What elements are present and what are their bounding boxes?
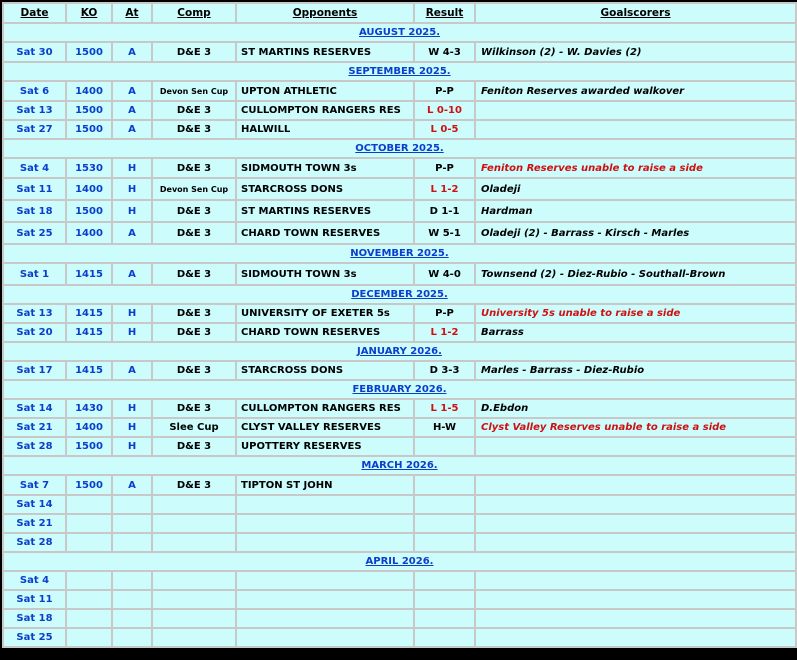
fixture-goalscorers	[476, 534, 795, 551]
fixture-venue: A	[113, 43, 151, 61]
header-opponents: Opponents	[237, 4, 413, 22]
fixture-opponent: UPOTTERY RESERVES	[237, 438, 413, 455]
fixture-date: Sat 4	[4, 159, 65, 177]
fixture-competition: D&E 3	[153, 201, 235, 221]
fixture-result: P-P	[415, 82, 474, 100]
fixture-date: Sat 1	[4, 264, 65, 284]
header-row	[4, 4, 795, 22]
fixture-competition: D&E 3	[153, 223, 235, 243]
fixture-venue: A	[113, 102, 151, 119]
fixture-row	[4, 264, 795, 284]
fixture-row	[4, 43, 795, 61]
fixture-result	[415, 515, 474, 532]
fixture-venue: H	[113, 159, 151, 177]
fixture-date: Sat 14	[4, 496, 65, 513]
fixture-goalscorers: Feniton Reserves awarded walkover	[476, 82, 795, 100]
fixture-venue: H	[113, 419, 151, 436]
fixture-result	[415, 591, 474, 608]
fixture-date: Sat 13	[4, 102, 65, 119]
fixture-ko: 1415	[67, 264, 111, 284]
month-row	[4, 553, 795, 570]
fixture-ko: 1500	[67, 121, 111, 138]
fixture-ko: 1415	[67, 305, 111, 322]
fixture-opponent: HALWILL	[237, 121, 413, 138]
fixture-goalscorers	[476, 121, 795, 138]
fixture-ko: 1415	[67, 324, 111, 341]
fixture-competition: D&E 3	[153, 438, 235, 455]
fixture-opponent: CULLOMPTON RANGERS RES	[237, 400, 413, 417]
fixtures-body	[4, 24, 795, 646]
fixture-goalscorers	[476, 476, 795, 494]
fixture-ko: 1400	[67, 223, 111, 243]
fixture-goalscorers	[476, 438, 795, 455]
fixture-goalscorers	[476, 515, 795, 532]
fixture-venue: A	[113, 82, 151, 100]
fixture-date: Sat 18	[4, 201, 65, 221]
fixture-opponent: UPTON ATHLETIC	[237, 82, 413, 100]
fixture-row	[4, 223, 795, 243]
fixture-date: Sat 6	[4, 82, 65, 100]
month-heading: OCTOBER 2025.	[4, 140, 795, 157]
fixture-opponent	[237, 610, 413, 627]
fixture-result	[415, 534, 474, 551]
fixture-opponent: CHARD TOWN RESERVES	[237, 223, 413, 243]
fixture-opponent: ST MARTINS RESERVES	[237, 43, 413, 61]
month-heading: AUGUST 2025.	[4, 24, 795, 41]
month-row	[4, 343, 795, 360]
fixture-row	[4, 476, 795, 494]
fixture-venue: H	[113, 201, 151, 221]
fixture-competition: Devon Sen Cup	[153, 82, 235, 100]
fixture-row	[4, 591, 795, 608]
month-heading: NOVEMBER 2025.	[4, 245, 795, 262]
fixture-result: W 5-1	[415, 223, 474, 243]
fixture-opponent: SIDMOUTH TOWN 3s	[237, 159, 413, 177]
fixture-row	[4, 438, 795, 455]
fixture-venue	[113, 572, 151, 589]
fixture-row	[4, 179, 795, 199]
fixture-competition	[153, 572, 235, 589]
fixture-ko: 1500	[67, 438, 111, 455]
fixture-result: D 3-3	[415, 362, 474, 379]
fixture-row	[4, 121, 795, 138]
fixture-result	[415, 476, 474, 494]
fixture-result: D 1-1	[415, 201, 474, 221]
fixture-competition	[153, 629, 235, 646]
fixture-competition: D&E 3	[153, 121, 235, 138]
fixture-date: Sat 30	[4, 43, 65, 61]
fixture-goalscorers: University 5s unable to raise a side	[476, 305, 795, 322]
fixture-ko: 1500	[67, 201, 111, 221]
fixture-ko	[67, 496, 111, 513]
fixture-venue	[113, 515, 151, 532]
fixture-date: Sat 28	[4, 438, 65, 455]
fixture-date: Sat 13	[4, 305, 65, 322]
fixture-ko: 1400	[67, 419, 111, 436]
header-at: At	[113, 4, 151, 22]
fixture-ko	[67, 515, 111, 532]
fixture-date: Sat 17	[4, 362, 65, 379]
month-heading: DECEMBER 2025.	[4, 286, 795, 303]
fixture-competition: D&E 3	[153, 476, 235, 494]
fixture-competition	[153, 534, 235, 551]
header-goalscorers: Goalscorers	[476, 4, 795, 22]
header-ko: KO	[67, 4, 111, 22]
fixture-venue: H	[113, 400, 151, 417]
fixture-row	[4, 496, 795, 513]
fixture-ko: 1530	[67, 159, 111, 177]
fixture-row	[4, 305, 795, 322]
fixture-ko: 1415	[67, 362, 111, 379]
fixture-opponent	[237, 534, 413, 551]
fixture-opponent	[237, 515, 413, 532]
fixture-row	[4, 534, 795, 551]
fixture-date: Sat 11	[4, 179, 65, 199]
fixture-date: Sat 28	[4, 534, 65, 551]
fixture-goalscorers	[476, 102, 795, 119]
fixture-result	[415, 572, 474, 589]
fixture-venue: A	[113, 362, 151, 379]
fixture-row	[4, 419, 795, 436]
fixture-row	[4, 159, 795, 177]
fixture-ko	[67, 610, 111, 627]
fixture-ko: 1400	[67, 82, 111, 100]
fixture-opponent	[237, 572, 413, 589]
fixture-date: Sat 11	[4, 591, 65, 608]
fixture-goalscorers: Clyst Valley Reserves unable to raise a side	[476, 419, 795, 436]
fixture-venue: H	[113, 324, 151, 341]
fixture-opponent	[237, 629, 413, 646]
fixture-date: Sat 14	[4, 400, 65, 417]
fixture-goalscorers: Wilkinson (2) - W. Davies (2)	[476, 43, 795, 61]
fixture-goalscorers: Feniton Reserves unable to raise a side	[476, 159, 795, 177]
fixture-competition	[153, 610, 235, 627]
fixture-goalscorers: Oladeji (2) - Barrass - Kirsch - Marles	[476, 223, 795, 243]
month-row	[4, 245, 795, 262]
fixture-goalscorers	[476, 496, 795, 513]
fixture-result: L 1-2	[415, 324, 474, 341]
fixture-row	[4, 515, 795, 532]
fixture-ko: 1500	[67, 102, 111, 119]
fixture-opponent: STARCROSS DONS	[237, 179, 413, 199]
fixture-date: Sat 7	[4, 476, 65, 494]
fixture-goalscorers	[476, 629, 795, 646]
month-heading: MARCH 2026.	[4, 457, 795, 474]
month-heading: JANUARY 2026.	[4, 343, 795, 360]
fixture-row	[4, 102, 795, 119]
fixture-venue	[113, 591, 151, 608]
fixture-venue: A	[113, 121, 151, 138]
header-result: Result	[415, 4, 474, 22]
fixture-venue: H	[113, 179, 151, 199]
fixture-goalscorers	[476, 610, 795, 627]
fixture-date: Sat 27	[4, 121, 65, 138]
fixture-date: Sat 25	[4, 223, 65, 243]
fixture-result: L 0-10	[415, 102, 474, 119]
fixture-venue: A	[113, 223, 151, 243]
fixture-result: W 4-3	[415, 43, 474, 61]
fixture-venue: H	[113, 305, 151, 322]
fixture-date: Sat 18	[4, 610, 65, 627]
fixture-competition: D&E 3	[153, 102, 235, 119]
month-heading: FEBRUARY 2026.	[4, 381, 795, 398]
fixture-ko: 1400	[67, 179, 111, 199]
fixture-competition: D&E 3	[153, 43, 235, 61]
fixture-ko	[67, 572, 111, 589]
fixture-row	[4, 201, 795, 221]
fixture-opponent: ST MARTINS RESERVES	[237, 201, 413, 221]
fixture-competition	[153, 515, 235, 532]
fixture-opponent: TIPTON ST JOHN	[237, 476, 413, 494]
fixture-opponent	[237, 591, 413, 608]
fixture-competition: D&E 3	[153, 362, 235, 379]
month-heading: APRIL 2026.	[4, 553, 795, 570]
fixtures-table	[2, 2, 797, 648]
fixture-row	[4, 610, 795, 627]
fixture-goalscorers	[476, 572, 795, 589]
header-date: Date	[4, 4, 65, 22]
fixture-venue	[113, 610, 151, 627]
fixture-opponent: CLYST VALLEY RESERVES	[237, 419, 413, 436]
fixture-date: Sat 20	[4, 324, 65, 341]
fixture-goalscorers: D.Ebdon	[476, 400, 795, 417]
fixture-result: H-W	[415, 419, 474, 436]
fixture-result	[415, 629, 474, 646]
fixture-opponent: CULLOMPTON RANGERS RES	[237, 102, 413, 119]
fixture-opponent: UNIVERSITY OF EXETER 5s	[237, 305, 413, 322]
fixture-venue: H	[113, 438, 151, 455]
fixture-row	[4, 362, 795, 379]
fixture-venue	[113, 534, 151, 551]
fixture-competition: Devon Sen Cup	[153, 179, 235, 199]
fixture-goalscorers	[476, 591, 795, 608]
fixture-row	[4, 629, 795, 646]
fixture-opponent: STARCROSS DONS	[237, 362, 413, 379]
fixture-result	[415, 438, 474, 455]
fixture-competition: D&E 3	[153, 305, 235, 322]
fixture-competition: D&E 3	[153, 264, 235, 284]
month-row	[4, 63, 795, 80]
fixture-venue: A	[113, 264, 151, 284]
month-row	[4, 286, 795, 303]
fixture-date: Sat 4	[4, 572, 65, 589]
fixture-result	[415, 496, 474, 513]
fixture-date: Sat 21	[4, 419, 65, 436]
fixture-competition: D&E 3	[153, 324, 235, 341]
fixture-ko: 1500	[67, 476, 111, 494]
fixture-goalscorers: Hardman	[476, 201, 795, 221]
fixture-competition: D&E 3	[153, 159, 235, 177]
fixture-row	[4, 400, 795, 417]
fixture-ko	[67, 534, 111, 551]
fixture-result	[415, 610, 474, 627]
month-row	[4, 140, 795, 157]
fixture-opponent	[237, 496, 413, 513]
fixture-result: L 1-2	[415, 179, 474, 199]
fixture-goalscorers: Barrass	[476, 324, 795, 341]
fixture-result: W 4-0	[415, 264, 474, 284]
fixture-date: Sat 21	[4, 515, 65, 532]
fixture-opponent: CHARD TOWN RESERVES	[237, 324, 413, 341]
fixture-row	[4, 324, 795, 341]
fixture-result: P-P	[415, 305, 474, 322]
fixture-goalscorers: Townsend (2) - Diez-Rubio - Southall-Brown	[476, 264, 795, 284]
fixture-date: Sat 25	[4, 629, 65, 646]
fixture-opponent: SIDMOUTH TOWN 3s	[237, 264, 413, 284]
month-row	[4, 24, 795, 41]
month-row	[4, 381, 795, 398]
fixture-ko	[67, 629, 111, 646]
fixture-row	[4, 82, 795, 100]
fixture-venue	[113, 496, 151, 513]
fixture-ko: 1430	[67, 400, 111, 417]
fixture-result: L 0-5	[415, 121, 474, 138]
month-heading: SEPTEMBER 2025.	[4, 63, 795, 80]
fixture-competition	[153, 496, 235, 513]
fixture-ko: 1500	[67, 43, 111, 61]
fixture-goalscorers: Marles - Barrass - Diez-Rubio	[476, 362, 795, 379]
fixture-ko	[67, 591, 111, 608]
fixture-competition: D&E 3	[153, 400, 235, 417]
fixture-venue: A	[113, 476, 151, 494]
fixture-result: L 1-5	[415, 400, 474, 417]
fixture-goalscorers: Oladeji	[476, 179, 795, 199]
month-row	[4, 457, 795, 474]
fixture-competition: Slee Cup	[153, 419, 235, 436]
header-comp: Comp	[153, 4, 235, 22]
fixture-result: P-P	[415, 159, 474, 177]
fixture-competition	[153, 591, 235, 608]
fixture-row	[4, 572, 795, 589]
fixture-venue	[113, 629, 151, 646]
